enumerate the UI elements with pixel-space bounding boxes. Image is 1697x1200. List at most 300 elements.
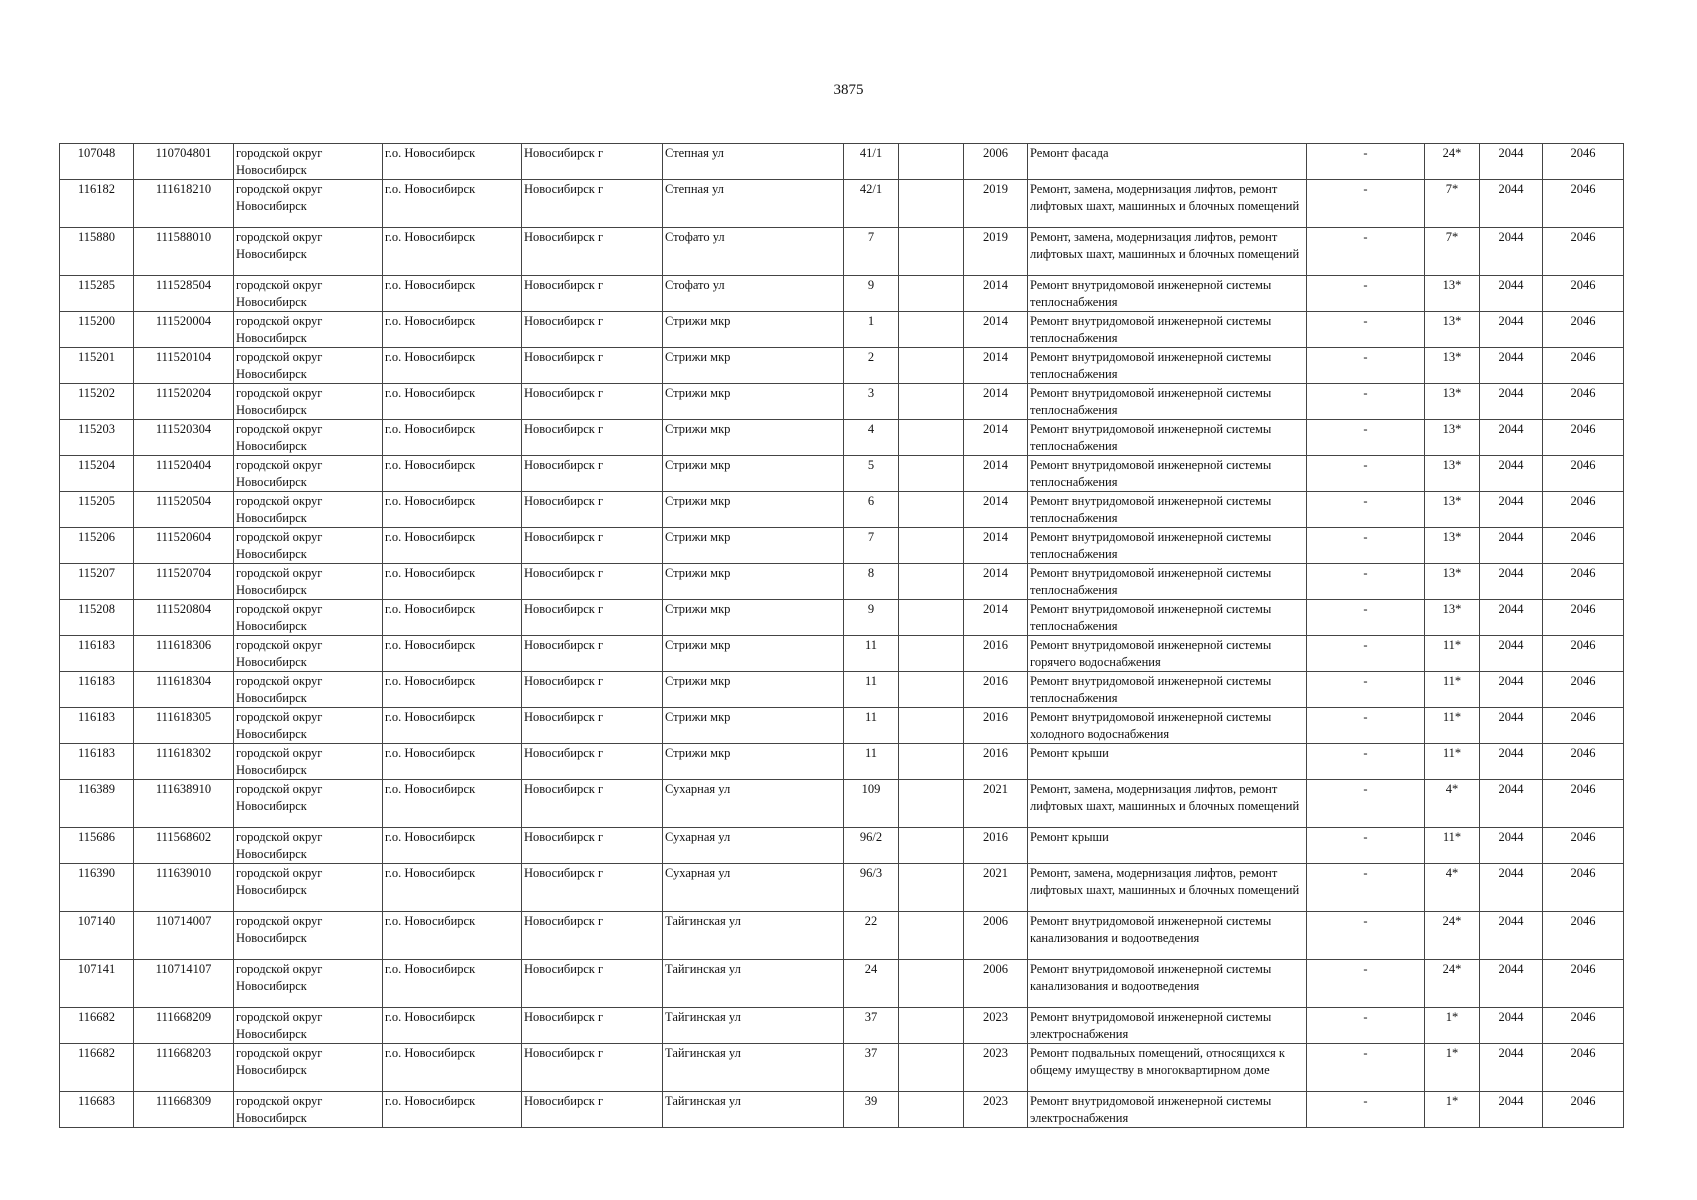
table-row bbox=[60, 228, 1624, 276]
cell-end-year: 2046 bbox=[1543, 1008, 1624, 1044]
cell-house-number: 4 bbox=[844, 420, 899, 456]
cell-cost: - bbox=[1307, 276, 1425, 312]
cell-house-id: 107048 bbox=[60, 144, 134, 180]
cell-commissioning-year: 2014 bbox=[964, 276, 1028, 312]
cell-municipality: городской округ Новосибирск bbox=[234, 636, 383, 672]
cell-street: Стрижи мкр bbox=[663, 384, 844, 420]
table-row bbox=[60, 492, 1624, 528]
cell-house-id: 116389 bbox=[60, 780, 134, 828]
cell-work-type: Ремонт крыши bbox=[1028, 828, 1307, 864]
table-row bbox=[60, 348, 1624, 384]
cell-house-id: 115203 bbox=[60, 420, 134, 456]
cell-house-id: 116683 bbox=[60, 1092, 134, 1128]
cell-work-type: Ремонт внутридомовой инженерной системы канализования и водоотведения bbox=[1028, 960, 1307, 1008]
cell-commissioning-year: 2021 bbox=[964, 780, 1028, 828]
cell-period: 13* bbox=[1425, 492, 1480, 528]
cell-cost: - bbox=[1307, 144, 1425, 180]
cell-street: Стофато ул bbox=[663, 228, 844, 276]
cell-cost: - bbox=[1307, 228, 1425, 276]
cell-object-code: 111520604 bbox=[134, 528, 234, 564]
cell-period: 13* bbox=[1425, 600, 1480, 636]
cell-cost: - bbox=[1307, 456, 1425, 492]
cell-start-year: 2044 bbox=[1480, 1008, 1543, 1044]
cell-work-type: Ремонт, замена, модернизация лифтов, ремонт лифтовых шахт, машинных и блочных помещений bbox=[1028, 780, 1307, 828]
cell-street: Стрижи мкр bbox=[663, 564, 844, 600]
cell-municipality: городской округ Новосибирск bbox=[234, 528, 383, 564]
cell-start-year: 2044 bbox=[1480, 1044, 1543, 1092]
table-row bbox=[60, 636, 1624, 672]
cell-work-type: Ремонт внутридомовой инженерной системы теплоснабжения bbox=[1028, 492, 1307, 528]
cell-work-type: Ремонт внутридомовой инженерной системы теплоснабжения bbox=[1028, 276, 1307, 312]
registry-body bbox=[60, 144, 1624, 1128]
cell-cost: - bbox=[1307, 960, 1425, 1008]
cell-period: 11* bbox=[1425, 744, 1480, 780]
cell-municipality: городской округ Новосибирск bbox=[234, 564, 383, 600]
cell-building bbox=[899, 960, 964, 1008]
cell-commissioning-year: 2014 bbox=[964, 348, 1028, 384]
cell-start-year: 2044 bbox=[1480, 828, 1543, 864]
cell-locality: Новосибирск г bbox=[522, 1044, 663, 1092]
cell-locality: Новосибирск г bbox=[522, 864, 663, 912]
cell-locality: Новосибирск г bbox=[522, 780, 663, 828]
cell-cost: - bbox=[1307, 744, 1425, 780]
cell-street: Стрижи мкр bbox=[663, 420, 844, 456]
cell-house-number: 1 bbox=[844, 312, 899, 348]
cell-street: Стофато ул bbox=[663, 276, 844, 312]
cell-object-code: 111618306 bbox=[134, 636, 234, 672]
cell-municipality: городской округ Новосибирск bbox=[234, 456, 383, 492]
cell-municipality: городской округ Новосибирск bbox=[234, 312, 383, 348]
cell-cost: - bbox=[1307, 864, 1425, 912]
cell-object-code: 111668309 bbox=[134, 1092, 234, 1128]
cell-street: Сухарная ул bbox=[663, 864, 844, 912]
table-row bbox=[60, 828, 1624, 864]
cell-building bbox=[899, 912, 964, 960]
cell-street: Стрижи мкр bbox=[663, 708, 844, 744]
cell-locality: Новосибирск г bbox=[522, 564, 663, 600]
table-row bbox=[60, 744, 1624, 780]
cell-object-code: 111568602 bbox=[134, 828, 234, 864]
cell-start-year: 2044 bbox=[1480, 180, 1543, 228]
cell-commissioning-year: 2016 bbox=[964, 828, 1028, 864]
cell-building bbox=[899, 780, 964, 828]
cell-start-year: 2044 bbox=[1480, 384, 1543, 420]
cell-end-year: 2046 bbox=[1543, 1044, 1624, 1092]
cell-house-number: 24 bbox=[844, 960, 899, 1008]
cell-municipality: городской округ Новосибирск bbox=[234, 492, 383, 528]
cell-house-id: 115205 bbox=[60, 492, 134, 528]
cell-period: 13* bbox=[1425, 528, 1480, 564]
cell-house-id: 115202 bbox=[60, 384, 134, 420]
cell-period: 1* bbox=[1425, 1092, 1480, 1128]
cell-period: 13* bbox=[1425, 348, 1480, 384]
cell-commissioning-year: 2023 bbox=[964, 1008, 1028, 1044]
cell-period: 7* bbox=[1425, 180, 1480, 228]
cell-period: 11* bbox=[1425, 636, 1480, 672]
cell-cost: - bbox=[1307, 708, 1425, 744]
cell-cost: - bbox=[1307, 384, 1425, 420]
cell-street: Тайгинская ул bbox=[663, 1008, 844, 1044]
cell-house-id: 116183 bbox=[60, 636, 134, 672]
cell-cost: - bbox=[1307, 780, 1425, 828]
table-row bbox=[60, 864, 1624, 912]
cell-start-year: 2044 bbox=[1480, 492, 1543, 528]
cell-start-year: 2044 bbox=[1480, 420, 1543, 456]
cell-start-year: 2044 bbox=[1480, 636, 1543, 672]
cell-cost: - bbox=[1307, 1008, 1425, 1044]
cell-street: Стрижи мкр bbox=[663, 312, 844, 348]
cell-municipal-unit: г.о. Новосибирск bbox=[383, 912, 522, 960]
cell-locality: Новосибирск г bbox=[522, 384, 663, 420]
cell-street: Стрижи мкр bbox=[663, 600, 844, 636]
cell-end-year: 2046 bbox=[1543, 456, 1624, 492]
cell-period: 24* bbox=[1425, 912, 1480, 960]
cell-period: 1* bbox=[1425, 1008, 1480, 1044]
cell-municipality: городской округ Новосибирск bbox=[234, 420, 383, 456]
cell-object-code: 111520304 bbox=[134, 420, 234, 456]
cell-commissioning-year: 2019 bbox=[964, 228, 1028, 276]
cell-building bbox=[899, 672, 964, 708]
cell-locality: Новосибирск г bbox=[522, 144, 663, 180]
cell-object-code: 111668209 bbox=[134, 1008, 234, 1044]
cell-object-code: 111618302 bbox=[134, 744, 234, 780]
cell-end-year: 2046 bbox=[1543, 228, 1624, 276]
cell-commissioning-year: 2023 bbox=[964, 1044, 1028, 1092]
cell-house-number: 3 bbox=[844, 384, 899, 420]
cell-house-id: 115208 bbox=[60, 600, 134, 636]
cell-house-number: 5 bbox=[844, 456, 899, 492]
cell-end-year: 2046 bbox=[1543, 312, 1624, 348]
cell-street: Стрижи мкр bbox=[663, 528, 844, 564]
cell-commissioning-year: 2014 bbox=[964, 420, 1028, 456]
cell-municipal-unit: г.о. Новосибирск bbox=[383, 228, 522, 276]
cell-work-type: Ремонт внутридомовой инженерной системы горячего водоснабжения bbox=[1028, 636, 1307, 672]
cell-work-type: Ремонт подвальных помещений, относящихся к общему имуществу в многоквартирном доме bbox=[1028, 1044, 1307, 1092]
cell-house-number: 42/1 bbox=[844, 180, 899, 228]
cell-period: 11* bbox=[1425, 672, 1480, 708]
cell-commissioning-year: 2016 bbox=[964, 672, 1028, 708]
cell-period: 4* bbox=[1425, 780, 1480, 828]
cell-end-year: 2046 bbox=[1543, 600, 1624, 636]
cell-house-id: 115201 bbox=[60, 348, 134, 384]
cell-commissioning-year: 2006 bbox=[964, 960, 1028, 1008]
cell-municipality: городской округ Новосибирск bbox=[234, 960, 383, 1008]
cell-municipality: городской округ Новосибирск bbox=[234, 864, 383, 912]
cell-object-code: 111618305 bbox=[134, 708, 234, 744]
cell-object-code: 111520204 bbox=[134, 384, 234, 420]
cell-commissioning-year: 2006 bbox=[964, 144, 1028, 180]
table-row bbox=[60, 960, 1624, 1008]
cell-street: Стрижи мкр bbox=[663, 456, 844, 492]
cell-end-year: 2046 bbox=[1543, 780, 1624, 828]
cell-period: 24* bbox=[1425, 960, 1480, 1008]
cell-cost: - bbox=[1307, 312, 1425, 348]
cell-work-type: Ремонт внутридомовой инженерной системы теплоснабжения bbox=[1028, 564, 1307, 600]
cell-municipal-unit: г.о. Новосибирск bbox=[383, 672, 522, 708]
cell-locality: Новосибирск г bbox=[522, 312, 663, 348]
cell-locality: Новосибирск г bbox=[522, 1008, 663, 1044]
cell-work-type: Ремонт внутридомовой инженерной системы теплоснабжения bbox=[1028, 528, 1307, 564]
cell-municipal-unit: г.о. Новосибирск bbox=[383, 960, 522, 1008]
cell-commissioning-year: 2006 bbox=[964, 912, 1028, 960]
cell-municipal-unit: г.о. Новосибирск bbox=[383, 144, 522, 180]
cell-work-type: Ремонт внутридомовой инженерной системы электроснабжения bbox=[1028, 1092, 1307, 1128]
repair-registry-table bbox=[59, 143, 1624, 1128]
cell-house-number: 8 bbox=[844, 564, 899, 600]
cell-object-code: 110714007 bbox=[134, 912, 234, 960]
cell-start-year: 2044 bbox=[1480, 960, 1543, 1008]
table-row bbox=[60, 912, 1624, 960]
cell-end-year: 2046 bbox=[1543, 144, 1624, 180]
cell-municipal-unit: г.о. Новосибирск bbox=[383, 528, 522, 564]
cell-municipality: городской округ Новосибирск bbox=[234, 600, 383, 636]
cell-end-year: 2046 bbox=[1543, 180, 1624, 228]
cell-municipal-unit: г.о. Новосибирск bbox=[383, 828, 522, 864]
cell-municipal-unit: г.о. Новосибирск bbox=[383, 1008, 522, 1044]
cell-municipal-unit: г.о. Новосибирск bbox=[383, 1044, 522, 1092]
cell-start-year: 2044 bbox=[1480, 348, 1543, 384]
cell-house-id: 115686 bbox=[60, 828, 134, 864]
cell-building bbox=[899, 744, 964, 780]
cell-cost: - bbox=[1307, 420, 1425, 456]
cell-house-number: 109 bbox=[844, 780, 899, 828]
cell-house-id: 116682 bbox=[60, 1044, 134, 1092]
cell-house-id: 116183 bbox=[60, 708, 134, 744]
cell-locality: Новосибирск г bbox=[522, 744, 663, 780]
table-row bbox=[60, 564, 1624, 600]
cell-end-year: 2046 bbox=[1543, 420, 1624, 456]
cell-object-code: 111520404 bbox=[134, 456, 234, 492]
cell-house-number: 11 bbox=[844, 636, 899, 672]
cell-object-code: 111520004 bbox=[134, 312, 234, 348]
cell-commissioning-year: 2014 bbox=[964, 528, 1028, 564]
cell-municipal-unit: г.о. Новосибирск bbox=[383, 1092, 522, 1128]
table-row bbox=[60, 144, 1624, 180]
cell-start-year: 2044 bbox=[1480, 744, 1543, 780]
cell-object-code: 111588010 bbox=[134, 228, 234, 276]
table-row bbox=[60, 1092, 1624, 1128]
table-row bbox=[60, 600, 1624, 636]
cell-building bbox=[899, 1044, 964, 1092]
cell-municipality: городской округ Новосибирск bbox=[234, 744, 383, 780]
cell-house-id: 115207 bbox=[60, 564, 134, 600]
cell-municipal-unit: г.о. Новосибирск bbox=[383, 636, 522, 672]
cell-object-code: 111520104 bbox=[134, 348, 234, 384]
cell-end-year: 2046 bbox=[1543, 864, 1624, 912]
cell-work-type: Ремонт фасада bbox=[1028, 144, 1307, 180]
cell-start-year: 2044 bbox=[1480, 228, 1543, 276]
cell-end-year: 2046 bbox=[1543, 828, 1624, 864]
cell-cost: - bbox=[1307, 1092, 1425, 1128]
cell-building bbox=[899, 384, 964, 420]
cell-building bbox=[899, 312, 964, 348]
cell-municipal-unit: г.о. Новосибирск bbox=[383, 312, 522, 348]
cell-object-code: 111618304 bbox=[134, 672, 234, 708]
cell-object-code: 110704801 bbox=[134, 144, 234, 180]
cell-house-id: 115880 bbox=[60, 228, 134, 276]
cell-house-number: 22 bbox=[844, 912, 899, 960]
cell-period: 13* bbox=[1425, 456, 1480, 492]
cell-locality: Новосибирск г bbox=[522, 180, 663, 228]
cell-cost: - bbox=[1307, 672, 1425, 708]
cell-street: Стрижи мкр bbox=[663, 636, 844, 672]
cell-commissioning-year: 2019 bbox=[964, 180, 1028, 228]
cell-end-year: 2046 bbox=[1543, 960, 1624, 1008]
cell-municipality: городской округ Новосибирск bbox=[234, 1092, 383, 1128]
cell-work-type: Ремонт внутридомовой инженерной системы канализования и водоотведения bbox=[1028, 912, 1307, 960]
cell-cost: - bbox=[1307, 528, 1425, 564]
cell-municipal-unit: г.о. Новосибирск bbox=[383, 492, 522, 528]
cell-start-year: 2044 bbox=[1480, 912, 1543, 960]
cell-building bbox=[899, 1008, 964, 1044]
cell-period: 13* bbox=[1425, 420, 1480, 456]
cell-house-number: 11 bbox=[844, 708, 899, 744]
cell-start-year: 2044 bbox=[1480, 780, 1543, 828]
cell-locality: Новосибирск г bbox=[522, 708, 663, 744]
cell-start-year: 2044 bbox=[1480, 708, 1543, 744]
cell-house-id: 116183 bbox=[60, 744, 134, 780]
cell-cost: - bbox=[1307, 492, 1425, 528]
cell-street: Стрижи мкр bbox=[663, 348, 844, 384]
cell-end-year: 2046 bbox=[1543, 384, 1624, 420]
cell-end-year: 2046 bbox=[1543, 672, 1624, 708]
cell-municipality: городской округ Новосибирск bbox=[234, 780, 383, 828]
cell-municipal-unit: г.о. Новосибирск bbox=[383, 708, 522, 744]
cell-municipality: городской округ Новосибирск bbox=[234, 828, 383, 864]
cell-house-id: 107140 bbox=[60, 912, 134, 960]
cell-house-id: 115204 bbox=[60, 456, 134, 492]
cell-house-id: 116390 bbox=[60, 864, 134, 912]
cell-object-code: 111618210 bbox=[134, 180, 234, 228]
cell-start-year: 2044 bbox=[1480, 528, 1543, 564]
cell-locality: Новосибирск г bbox=[522, 228, 663, 276]
cell-cost: - bbox=[1307, 636, 1425, 672]
cell-commissioning-year: 2021 bbox=[964, 864, 1028, 912]
cell-end-year: 2046 bbox=[1543, 912, 1624, 960]
cell-municipal-unit: г.о. Новосибирск bbox=[383, 180, 522, 228]
cell-start-year: 2044 bbox=[1480, 144, 1543, 180]
cell-cost: - bbox=[1307, 600, 1425, 636]
cell-period: 13* bbox=[1425, 384, 1480, 420]
cell-object-code: 111668203 bbox=[134, 1044, 234, 1092]
cell-object-code: 111520804 bbox=[134, 600, 234, 636]
cell-locality: Новосибирск г bbox=[522, 276, 663, 312]
cell-house-id: 116182 bbox=[60, 180, 134, 228]
cell-end-year: 2046 bbox=[1543, 348, 1624, 384]
table-row bbox=[60, 528, 1624, 564]
cell-cost: - bbox=[1307, 564, 1425, 600]
cell-end-year: 2046 bbox=[1543, 636, 1624, 672]
cell-house-id: 115206 bbox=[60, 528, 134, 564]
cell-work-type: Ремонт внутридомовой инженерной системы теплоснабжения bbox=[1028, 348, 1307, 384]
cell-house-number: 96/3 bbox=[844, 864, 899, 912]
cell-municipality: городской округ Новосибирск bbox=[234, 1044, 383, 1092]
cell-cost: - bbox=[1307, 348, 1425, 384]
cell-locality: Новосибирск г bbox=[522, 1092, 663, 1128]
cell-start-year: 2044 bbox=[1480, 312, 1543, 348]
cell-house-number: 41/1 bbox=[844, 144, 899, 180]
cell-house-id: 115285 bbox=[60, 276, 134, 312]
table-row bbox=[60, 1044, 1624, 1092]
cell-start-year: 2044 bbox=[1480, 564, 1543, 600]
cell-building bbox=[899, 600, 964, 636]
cell-street: Стрижи мкр bbox=[663, 744, 844, 780]
cell-locality: Новосибирск г bbox=[522, 672, 663, 708]
table-row bbox=[60, 384, 1624, 420]
cell-work-type: Ремонт внутридомовой инженерной системы теплоснабжения bbox=[1028, 420, 1307, 456]
cell-end-year: 2046 bbox=[1543, 708, 1624, 744]
table-row bbox=[60, 420, 1624, 456]
cell-commissioning-year: 2014 bbox=[964, 384, 1028, 420]
cell-period: 11* bbox=[1425, 828, 1480, 864]
cell-street: Сухарная ул bbox=[663, 828, 844, 864]
cell-locality: Новосибирск г bbox=[522, 420, 663, 456]
cell-work-type: Ремонт, замена, модернизация лифтов, ремонт лифтовых шахт, машинных и блочных помещений bbox=[1028, 228, 1307, 276]
table-row bbox=[60, 672, 1624, 708]
cell-municipal-unit: г.о. Новосибирск bbox=[383, 456, 522, 492]
cell-street: Степная ул bbox=[663, 144, 844, 180]
cell-street: Тайгинская ул bbox=[663, 1092, 844, 1128]
cell-municipal-unit: г.о. Новосибирск bbox=[383, 348, 522, 384]
cell-building bbox=[899, 144, 964, 180]
cell-start-year: 2044 bbox=[1480, 456, 1543, 492]
cell-house-number: 7 bbox=[844, 528, 899, 564]
cell-work-type: Ремонт внутридомовой инженерной системы теплоснабжения bbox=[1028, 600, 1307, 636]
cell-building bbox=[899, 180, 964, 228]
cell-municipality: городской округ Новосибирск bbox=[234, 1008, 383, 1044]
table-row bbox=[60, 276, 1624, 312]
cell-municipality: городской округ Новосибирск bbox=[234, 708, 383, 744]
cell-building bbox=[899, 636, 964, 672]
cell-municipality: городской округ Новосибирск bbox=[234, 276, 383, 312]
cell-period: 24* bbox=[1425, 144, 1480, 180]
cell-municipal-unit: г.о. Новосибирск bbox=[383, 276, 522, 312]
cell-house-number: 39 bbox=[844, 1092, 899, 1128]
cell-locality: Новосибирск г bbox=[522, 960, 663, 1008]
cell-street: Сухарная ул bbox=[663, 780, 844, 828]
cell-work-type: Ремонт внутридомовой инженерной системы теплоснабжения bbox=[1028, 672, 1307, 708]
cell-house-number: 37 bbox=[844, 1008, 899, 1044]
cell-building bbox=[899, 828, 964, 864]
cell-cost: - bbox=[1307, 828, 1425, 864]
cell-locality: Новосибирск г bbox=[522, 456, 663, 492]
cell-house-number: 2 bbox=[844, 348, 899, 384]
cell-start-year: 2044 bbox=[1480, 600, 1543, 636]
cell-locality: Новосибирск г bbox=[522, 528, 663, 564]
cell-object-code: 110714107 bbox=[134, 960, 234, 1008]
cell-end-year: 2046 bbox=[1543, 744, 1624, 780]
cell-street: Тайгинская ул bbox=[663, 1044, 844, 1092]
cell-municipal-unit: г.о. Новосибирск bbox=[383, 384, 522, 420]
cell-work-type: Ремонт, замена, модернизация лифтов, ремонт лифтовых шахт, машинных и блочных помещений bbox=[1028, 864, 1307, 912]
cell-municipality: городской округ Новосибирск bbox=[234, 348, 383, 384]
cell-object-code: 111520504 bbox=[134, 492, 234, 528]
cell-municipality: городской округ Новосибирск bbox=[234, 672, 383, 708]
cell-locality: Новосибирск г bbox=[522, 348, 663, 384]
cell-street: Стрижи мкр bbox=[663, 492, 844, 528]
cell-house-number: 96/2 bbox=[844, 828, 899, 864]
table-row bbox=[60, 780, 1624, 828]
cell-street: Степная ул bbox=[663, 180, 844, 228]
cell-period: 13* bbox=[1425, 564, 1480, 600]
cell-municipal-unit: г.о. Новосибирск bbox=[383, 600, 522, 636]
cell-building bbox=[899, 228, 964, 276]
cell-commissioning-year: 2014 bbox=[964, 312, 1028, 348]
cell-municipal-unit: г.о. Новосибирск bbox=[383, 420, 522, 456]
cell-start-year: 2044 bbox=[1480, 276, 1543, 312]
cell-house-id: 116183 bbox=[60, 672, 134, 708]
cell-municipality: городской округ Новосибирск bbox=[234, 228, 383, 276]
